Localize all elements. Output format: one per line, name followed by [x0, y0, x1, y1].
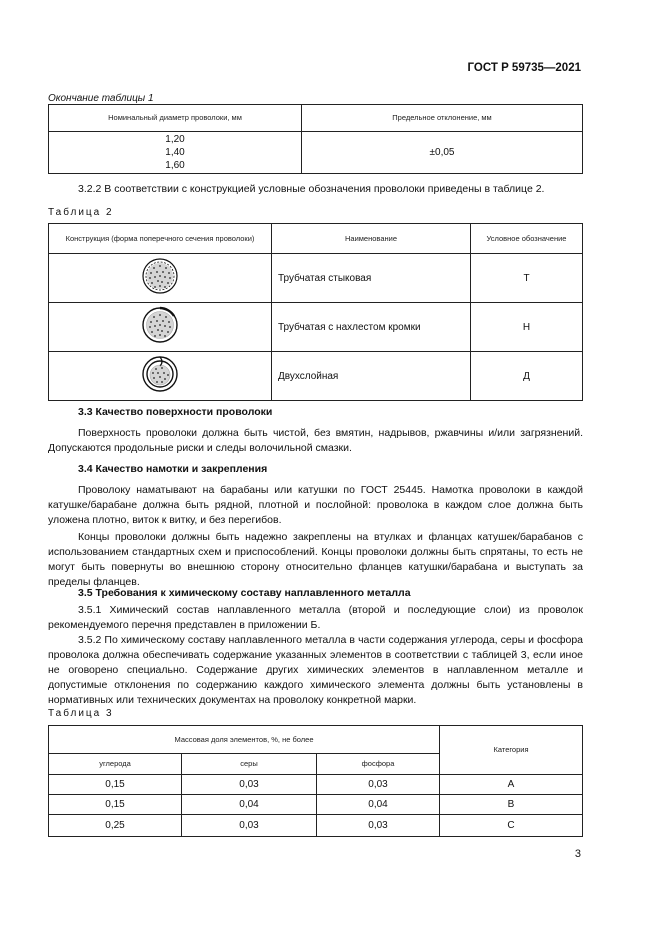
table3 [48, 725, 583, 837]
table3-cell: В [440, 795, 583, 815]
table2-header-construction: Конструкция (форма поперечного сечения проволоки) [49, 224, 272, 254]
table2-row-code: Н [471, 303, 583, 352]
table3-cell: 0,03 [317, 815, 440, 837]
section-3-4-heading: 3.4 Качество намотки и закрепления [78, 463, 268, 475]
table1-caption: Окончание таблицы 1 [48, 93, 154, 104]
table2-row-image [49, 303, 272, 352]
table2-header-code: Условное обозначение [471, 224, 583, 254]
two-layer-cross-section-icon [140, 354, 180, 394]
document-id: ГОСТ Р 59735—2021 [467, 62, 581, 74]
table3-cell: 0,04 [317, 795, 440, 815]
table1-col2-header: Предельное отклонение, мм [302, 105, 583, 132]
table2-row-image [49, 254, 272, 303]
diameter-value: 1,40 [165, 147, 185, 158]
section-3-5-2-text: 3.5.2 По химическому составу наплавленного металла в части содержания углерода, серы и фосфора проволока должна обеспечивать содержание указанных элементов в соответствии с таблицей 3, если иное не оговорено специально. Содержание других химических элементов в наплавленном металле и допустимые отклонения по содержанию каждого химического элемента должны быть установлены в нормативных или технических документах на проволоку конкретной марки. [48, 634, 583, 706]
table3-cell: 0,03 [182, 775, 317, 795]
section-3-5-1-text: 3.5.1 Химический состав наплавленного металла (второй и последующие слои) из проволок рекомендуемого перечня представлен в приложении Б. [48, 604, 583, 631]
table3-cell: 0,25 [49, 815, 182, 837]
table3-cell: 0,15 [49, 795, 182, 815]
table2-row-name: Двухслойная [272, 352, 471, 401]
tubular-overlap-cross-section-icon [140, 305, 180, 345]
table3-cell: 0,03 [317, 775, 440, 795]
diameter-value: 1,20 [165, 134, 185, 145]
table1-diameters-cell [49, 132, 302, 174]
section-3-4-text2: Концы проволоки должны быть надежно закреплены на втулках и фланцах катушек/барабанов с использованием стандартных схем и приспособлений. Концы проволоки должны быть спрятаны, то есть не могут быть повернуты во внешнюю сторону относительно фланцев катушки/барабана и выступать за пределы фланцев. [48, 531, 583, 588]
para-3-2-2: 3.2.2 В соответствии с конструкцией условные обозначения проволоки приведены в таблице 2. [78, 183, 545, 195]
table2-caption: Таблица 2 [48, 207, 114, 218]
table2-row-name: Трубчатая с нахлестом кромки [272, 303, 471, 352]
section-3-5-heading: 3.5 Требования к химическому составу наплавленного металла [78, 587, 411, 599]
table3-cell: 0,04 [182, 795, 317, 815]
table3-group-header: Массовая доля элементов, %, не более [49, 726, 440, 754]
table2-row-code: Д [471, 352, 583, 401]
table3-cell: А [440, 775, 583, 795]
table2-row-code: Т [471, 254, 583, 303]
table2-header-name: Наименование [272, 224, 471, 254]
table3-cell: 0,15 [49, 775, 182, 795]
table3-caption: Таблица 3 [48, 708, 114, 719]
table3-subheader-phosphorus: фосфора [317, 754, 440, 775]
table2 [48, 223, 583, 401]
page-number: 3 [574, 848, 581, 860]
table1-deviation: ±0,05 [302, 132, 583, 174]
table2-row-image [49, 352, 272, 401]
table3-category-header: Категория [440, 726, 583, 775]
diameter-value: 1,60 [165, 160, 185, 171]
table3-cell: С [440, 815, 583, 837]
table3-subheader-sulfur: серы [182, 754, 317, 775]
table2-row-name: Трубчатая стыковая [272, 254, 471, 303]
section-3-3-text: Поверхность проволоки должна быть чистой, без вмятин, надрывов, ржавчины и/или загрязнений. Допускаются продольные риски и следы волочильной смазки. [48, 427, 583, 454]
table1 [48, 104, 583, 174]
tubular-butt-cross-section-icon [140, 256, 180, 296]
section-3-3-heading: 3.3 Качество поверхности проволоки [78, 406, 273, 418]
table3-subheader-carbon: углерода [49, 754, 182, 775]
table1-col1-header: Номинальный диаметр проволоки, мм [49, 105, 302, 132]
table3-cell: 0,03 [182, 815, 317, 837]
section-3-4-text1: Проволоку наматывают на барабаны или катушки по ГОСТ 25445. Намотка проволоки в каждой катушке/барабане должна быть рядной, плотной и послойной: проволока в каждом слое должна быть уложена плотно, виток к витку, и без перегибов. [48, 484, 583, 526]
